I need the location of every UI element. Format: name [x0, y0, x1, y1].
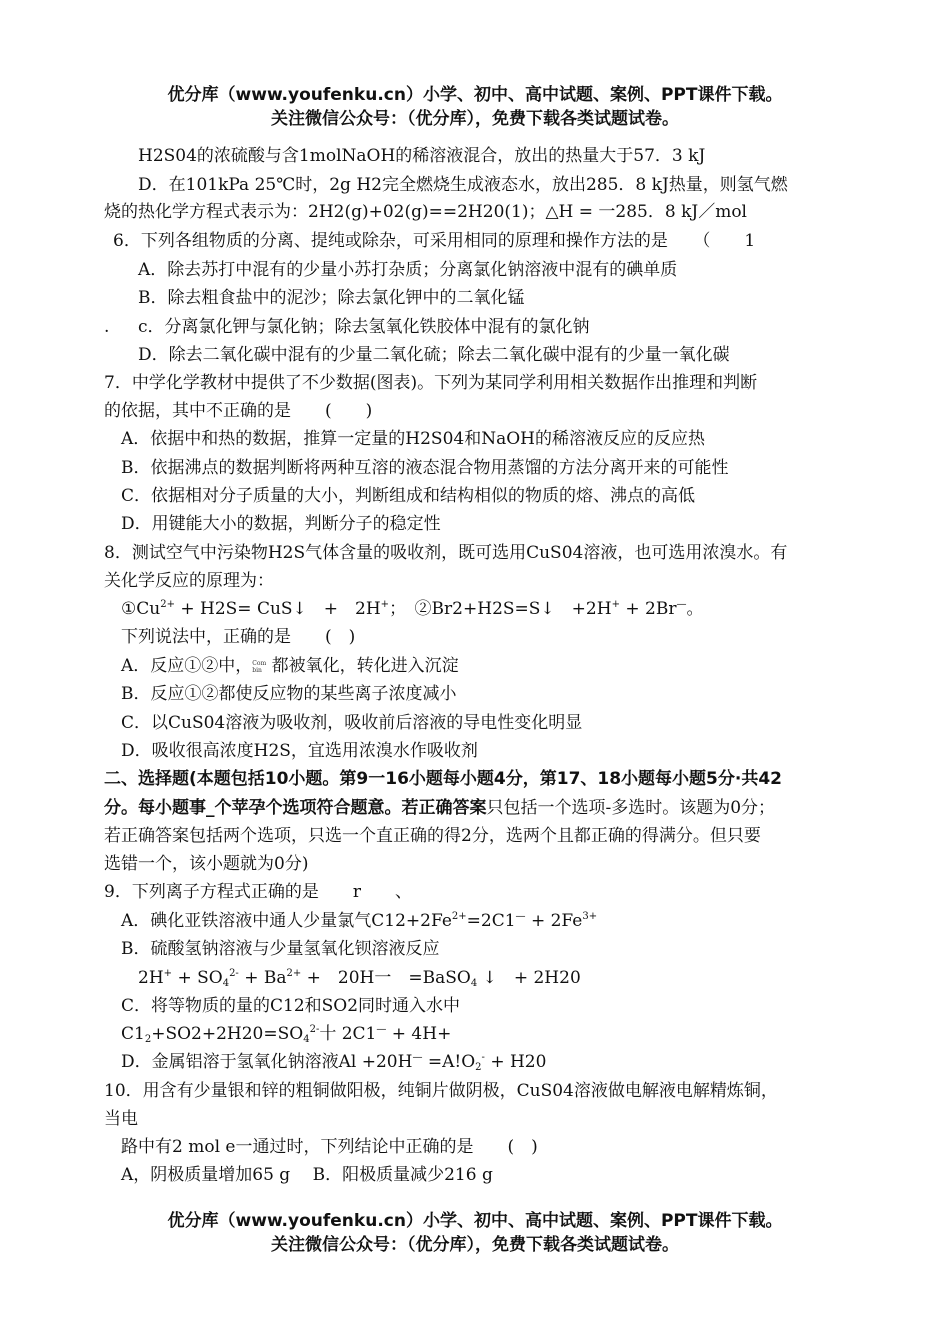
footer-line-1: 优分库（www.youfenku.cn）小学、初中、高中试题、案例、PPT课件下载。 — [167, 1211, 783, 1231]
q8-option-a: A．反应①②中，Com bin 都被氧化，转化进入沉淀 — [121, 656, 459, 676]
q8-option-c: C．以CuS04溶液为吸收剂，吸收前后溶液的导电性变化明显 — [121, 713, 583, 733]
q5-option-d-line2: 烧的热化学方程式表示为：2H2(g)+02(g)==2H20(1)；△H = 一285．8 kJ／mol — [104, 202, 747, 222]
q9-option-b: B．硫酸氢钠溶液与少量氢氧化钡溶液反应 — [121, 939, 440, 959]
q6-option-b: B．除去粗食盐中的泥沙；除去氯化钾中的二氧化锰 — [138, 288, 525, 308]
footer-line-2: 关注微信公众号：（优分库），免费下载各类试题试卷。 — [271, 1235, 679, 1255]
q7-option-d: D．用键能大小的数据，判断分子的稳定性 — [121, 514, 441, 534]
header-line-2: 关注微信公众号：（优分库），免费下载各类试题试卷。 — [271, 109, 679, 129]
section2-line3: 若正确答案包括两个选项，只选一个直正确的得2分，选两个且都正确的得满分。但只要 — [104, 826, 761, 846]
section2-line1: 二、选择题(本题包括10小题。第9一16小题每小题4分，第17、18小题每小题5分·共42 — [104, 769, 782, 789]
q8-stem-line1: 8．测试空气中污染物H2S气体含量的吸收剂，既可选用CuS04溶液，也可选用浓溴水。有 — [104, 543, 788, 563]
q5-continuation: H2S04的浓硫酸与含1molNaOH的稀溶液混合，放出的热量大于57．3 kJ — [138, 146, 706, 166]
q7-stem-line1: 7．中学化学教材中提供了不少数据(图表)。下列为某同学利用相关数据作出推理和判断 — [104, 373, 758, 393]
q9-stem: 9．下列离子方程式正确的是 r 、 — [104, 882, 412, 902]
header-line-1: 优分库（www.youfenku.cn）小学、初中、高中试题、案例、PPT课件下载。 — [167, 85, 783, 105]
section2-line4: 选错一个，该小题就为0分) — [104, 854, 309, 874]
section2-line2: 分。每小题事_个苹孕个选项符合题意。若正确答案只包括一个选项-多选时。该题为0分； — [104, 798, 776, 818]
q6-option-a: A．除去苏打中混有的少量小苏打杂质；分离氯化钠溶液中混有的碘单质 — [138, 260, 678, 280]
q10-options-ab: A，阴极质量增加65 g B．阳极质量减少216 g — [121, 1165, 493, 1185]
q9-option-a: A．碘化亚铁溶液中通人少量氯气$C12+2Fe^{2+}=2C1^— + 2Fe^{3+}$ — [121, 911, 598, 931]
q6-stem: 6．下列各组物质的分离、提纯或除杂，可采用相同的原理和操作方法的是 （ 1 — [113, 231, 756, 251]
q10-stem-line2: 当电 — [104, 1109, 138, 1129]
q6-option-d: D．除去二氧化碳中混有的少量二氧化硫；除去二氧化碳中混有的少量一氧化碳 — [138, 345, 730, 365]
q8-option-b: B．反应①②都使反应物的某些离子浓度减小 — [121, 684, 457, 704]
q6-option-c-mark: . — [104, 317, 110, 337]
q8-reactions: $①Cu^{2+} + H2S=$ CuS↓ + 2H+； ②Br2+H2S=S↓ +2H+ + 2Br—。 — [121, 599, 704, 619]
q7-stem-line2: 的依据，其中不正确的是 ( ) — [104, 401, 373, 421]
q9-option-b-equation: $2H^+ + SO_4^{2-} + Ba^{2+}$ + 20H一 =BaSO$_4$ ↓ + 2H20 — [138, 968, 581, 989]
q10-stem-line3: 路中有2 mol e一通过时，下列结论中正确的是 ( ) — [121, 1137, 538, 1157]
q7-option-c: C．依据相对分子质量的大小，判断组成和结构相似的物质的熔、沸点的高低 — [121, 486, 696, 506]
q5-option-d-line1: D．在101kPa 25℃时，2g H2完全燃烧生成液态水，放出285．8 kJ热量，则氢气燃 — [138, 175, 788, 195]
q8-option-a-tiny-glyph: Com bin — [252, 659, 267, 674]
q9-option-d: D．金属铝溶于氢氧化钠溶液$Al +20H^— =A!O_2^- + H20$ — [121, 1052, 547, 1073]
q7-option-b: B．依据沸点的数据判断将两种互溶的液态混合物用蒸馏的方法分离开来的可能性 — [121, 458, 729, 478]
q9-option-c: C．将等物质的量的C12和SO2同时通入水中 — [121, 996, 461, 1016]
q8-stem-line2: 关化学反应的原理为： — [104, 571, 274, 591]
q10-stem-line1: 10．用含有少量银和锌的粗铜做阳极，纯铜片做阴极，CuS04溶液做电解液电解精炼铜， — [104, 1081, 778, 1101]
q6-option-c: c．分离氯化钾与氯化钠；除去氢氧化铁胶体中混有的氯化钠 — [138, 317, 590, 337]
q8-prompt: 下列说法中，正确的是 ( ) — [121, 627, 356, 647]
q7-option-a: A．依据中和热的数据，推算一定量的H2S04和NaOH的稀溶液反应的反应热 — [121, 429, 705, 449]
q9-option-c-equation: $C1_2+SO2+2H20=SO_4^{2-}$十 2C1— + 4H+ — [121, 1024, 452, 1045]
q8-option-d: D．吸收很高浓度H2S，宜选用浓溴水作吸收剂 — [121, 741, 478, 761]
